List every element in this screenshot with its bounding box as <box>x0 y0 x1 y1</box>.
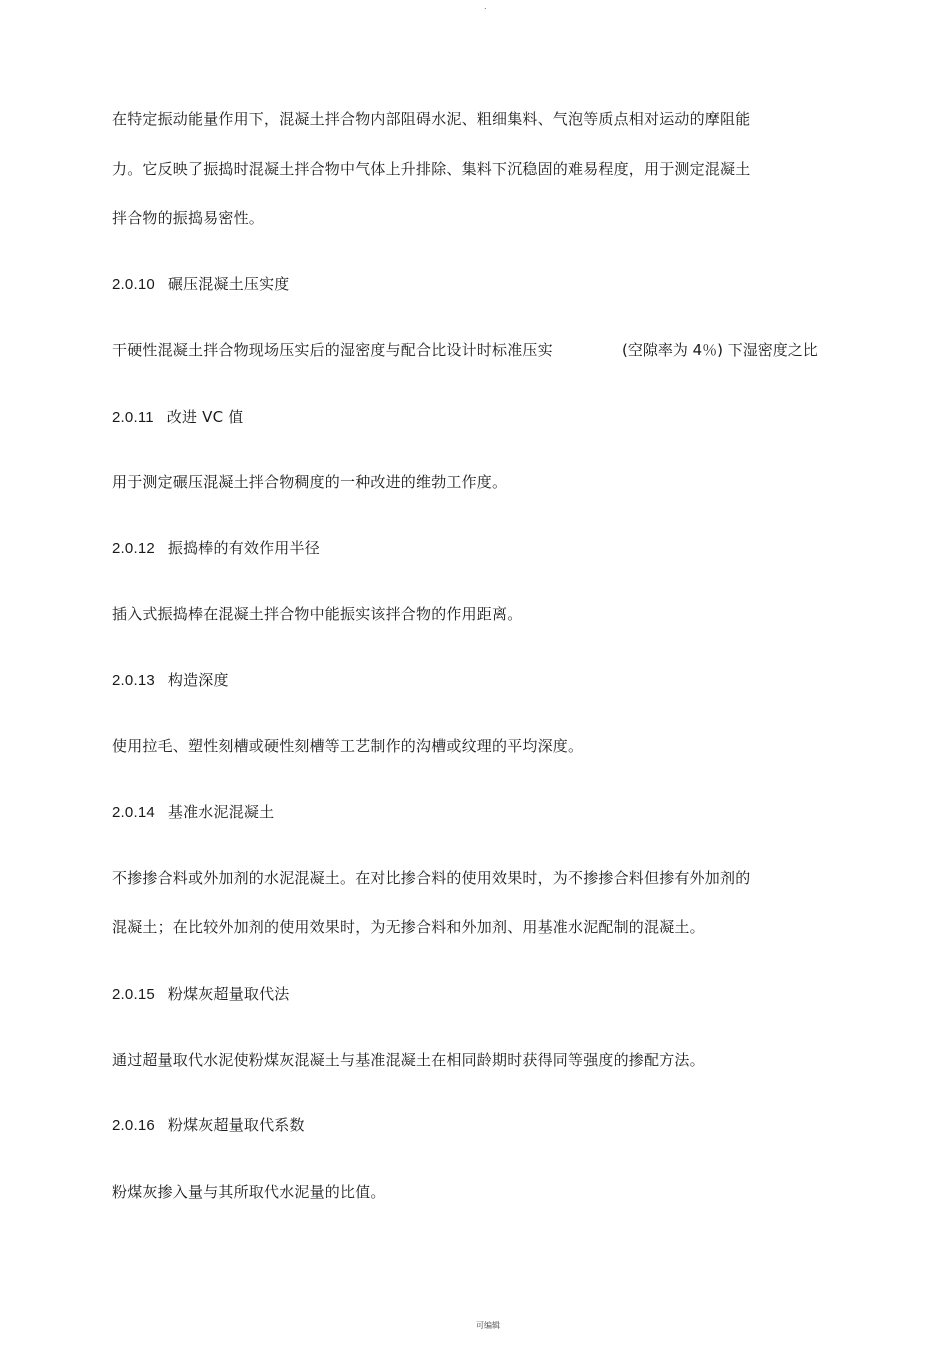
term-title: 粉煤灰超量取代法 <box>167 985 290 1003</box>
term-definition: 干硬性混凝土拌合物现场压实后的湿密度与配合比设计时标准压实 <box>112 341 553 359</box>
term-number: 2.0.12 <box>112 540 155 557</box>
term-number: 2.0.10 <box>112 276 155 293</box>
term-title: 构造深度 <box>167 671 229 689</box>
term-title: 碾压混凝土压实度 <box>167 275 290 293</box>
paragraph-line: 拌合物的振捣易密性。 <box>112 209 265 227</box>
term-definition: 用于测定碾压混凝土拌合物稠度的一种改进的维勃工作度。 <box>112 473 508 491</box>
term-definition-continued: (空隙率为 4％) 下湿密度之比 <box>622 341 818 359</box>
term-heading <box>112 274 290 295</box>
page-footer: 可编辑 <box>476 1321 500 1330</box>
term-heading <box>112 670 229 691</box>
term-heading <box>112 984 290 1005</box>
term-definition: 不掺掺合料或外加剂的水泥混凝土。在对比掺合料的使用效果时，为不掺掺合料但掺有外加剂的 <box>112 869 751 887</box>
term-number: 2.0.14 <box>112 804 155 821</box>
term-number: 2.0.13 <box>112 672 155 689</box>
paragraph-line: 力。它反映了振捣时混凝土拌合物中气体上升排除、集料下沉稳固的难易程度，用于测定混凝土 <box>112 160 751 178</box>
term-definition: 混凝土；在比较外加剂的使用效果时，为无掺合料和外加剂、用基准水泥配制的混凝土。 <box>112 918 705 936</box>
term-heading <box>112 407 243 428</box>
term-title: 振捣棒的有效作用半径 <box>167 539 320 557</box>
term-heading <box>112 802 274 823</box>
paragraph-line: 在特定振动能量作用下，混凝土拌合物内部阻碍水泥、粗细集料、气泡等质点相对运动的摩阻能 <box>112 110 751 128</box>
term-title: 改进 VC 值 <box>166 408 244 426</box>
term-number: 2.0.16 <box>112 1117 155 1134</box>
term-definition: 使用拉毛、塑性刻槽或硬性刻槽等工艺制作的沟槽或纹理的平均深度。 <box>112 737 584 755</box>
term-definition: 插入式振捣棒在混凝土拌合物中能振实该拌合物的作用距离。 <box>112 605 523 623</box>
term-title: 粉煤灰超量取代系数 <box>167 1116 305 1134</box>
term-heading <box>112 538 320 559</box>
term-heading <box>112 1115 305 1136</box>
top-mark: . <box>484 2 487 11</box>
term-title: 基准水泥混凝土 <box>167 803 275 821</box>
term-definition: 通过超量取代水泥使粉煤灰混凝土与基准混凝土在相同龄期时获得同等强度的掺配方法。 <box>112 1051 705 1069</box>
term-number: 2.0.15 <box>112 986 155 1003</box>
term-number: 2.0.11 <box>112 409 154 426</box>
term-definition: 粉煤灰掺入量与其所取代水泥量的比值。 <box>112 1183 386 1201</box>
